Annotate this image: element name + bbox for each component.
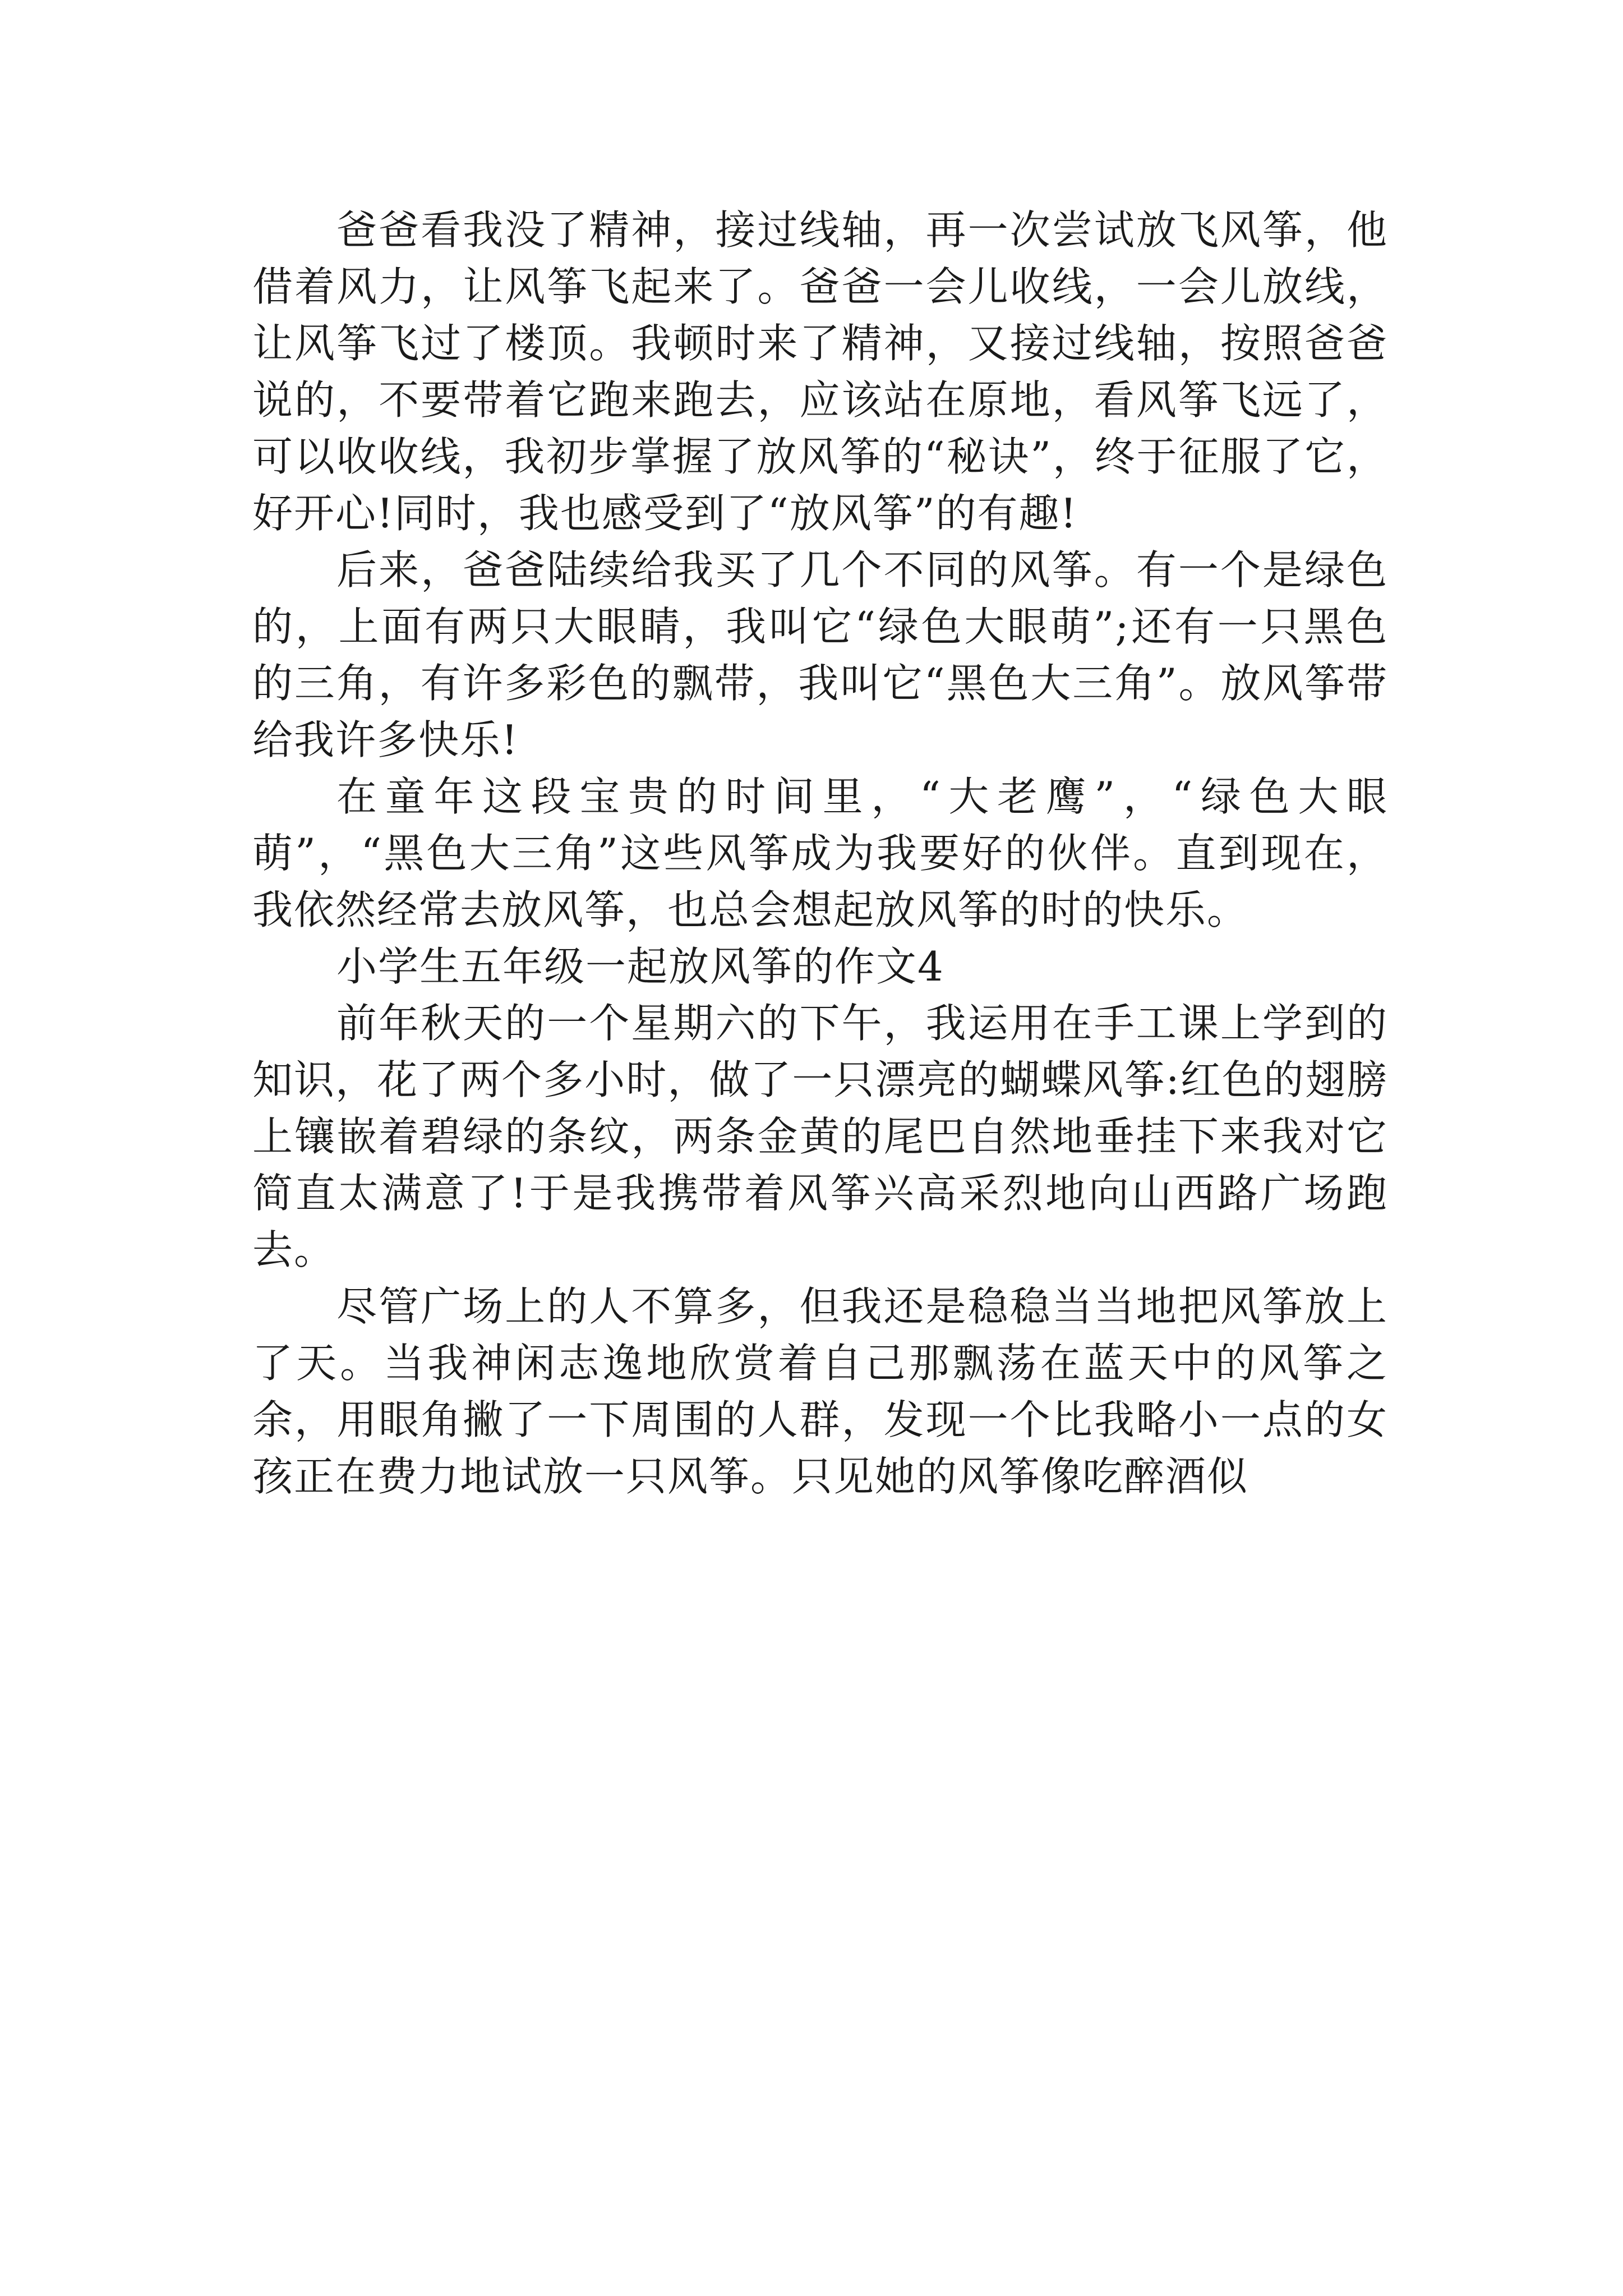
paragraph: 在童年这段宝贵的时间里，“大老鹰”，“绿色大眼萌”，“黑色大三角”这些风筝成为我要好的伙伴。直到现在，我依然经常去放风筝，也总会想起放风筝的时的快乐。 bbox=[252, 773, 1388, 933]
section-heading: 小学生五年级一起放风筝的作文4 bbox=[336, 943, 944, 990]
paragraph: 尽管广场上的人不算多，但我还是稳稳当当地把风筝放上了天。当我神闲志逸地欣赏着自己那飘荡在蓝天中的风筝之余，用眼角撇了一下周围的人群，发现一个比我略小一点的女孩正在费力地试放一只风筝。只见她的风筝像吃醉酒似 bbox=[252, 1283, 1388, 1500]
document-body bbox=[252, 202, 1388, 1505]
paragraph: 前年秋天的一个星期六的下午，我运用在手工课上学到的知识，花了两个多小时，做了一只漂亮的蝴蝶风筝:红色的翅膀上镶嵌着碧绿的条纹，两条金黄的尾巴自然地垂挂下来我对它简直太满意了!于是我携带着风筝兴高采烈地向山西路广场跑去。 bbox=[252, 1000, 1388, 1273]
paragraph: 爸爸看我没了精神，接过线轴，再一次尝试放飞风筝，他借着风力，让风筝飞起来了。爸爸一会儿收线，一会儿放线，让风筝飞过了楼顶。我顿时来了精神，又接过线轴，按照爸爸说的，不要带着它跑来跑去，应该站在原地，看风筝飞远了，可以收收线，我初步掌握了放风筝的“秘诀”，终于征服了它，好开心!同时，我也感受到了“放风筝”的有趣! bbox=[252, 206, 1388, 537]
paragraph: 后来，爸爸陆续给我买了几个不同的风筝。有一个是绿色的，上面有两只大眼睛，我叫它“绿色大眼萌”;还有一只黑色的三角，有许多彩色的飘带，我叫它“黑色大三角”。放风筝带给我许多快乐! bbox=[252, 546, 1388, 763]
